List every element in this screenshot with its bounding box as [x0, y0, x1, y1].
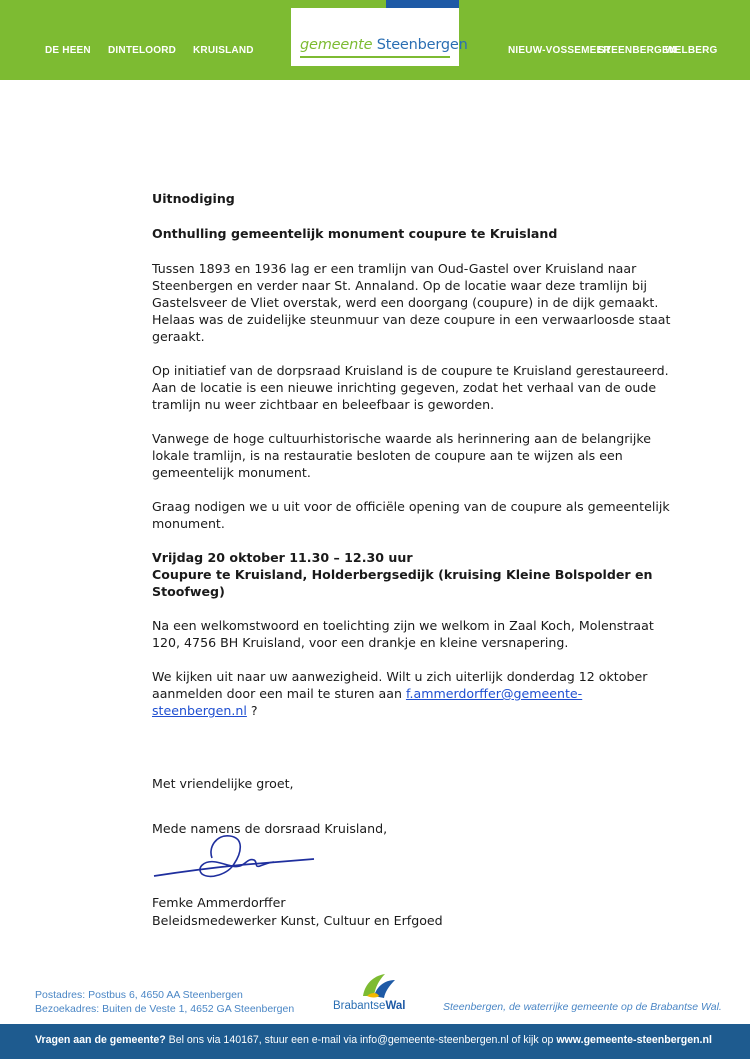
wal-word: Wal — [385, 1000, 406, 1012]
rsvp-email-link[interactable]: f.ammerdorffer@gemeente-steenbergen.nl — [152, 686, 583, 718]
rsvp-suffix: ? — [246, 703, 258, 718]
handwritten-signature — [150, 828, 320, 890]
brabantse-wal-wordmark — [333, 1000, 405, 1012]
postal-address: Postadres: Postbus 6, 4650 AA Steenbergen — [35, 989, 243, 1001]
paragraph-reception: Na een welkomstwoord en toelichting zijn we welkom in Zaal Koch, Molenstraat 120, 4756 BH Kruisland, voor een drankje en kleine versnapering. — [152, 618, 654, 650]
visit-address: Bezoekadres: Buiten de Veste 1, 4652 GA Steenbergen — [35, 1003, 295, 1015]
on-behalf-line: Mede namens de dorsraad Kruisland, — [152, 821, 388, 836]
village-welberg[interactable]: WELBERG — [665, 45, 718, 56]
letter-body — [152, 190, 672, 837]
paragraph-restoration: Op initiatief van de dorpsraad Kruisland is de coupure te Kruisland gerestaureerd. Aan de locatie is een nieuwe inrichting gegeven, zodat het verhaal van de oude tramlijn nu weer zichtbaar en beleefbaar is geworden. — [152, 363, 669, 412]
contact-bar — [0, 1024, 750, 1059]
footer-addresses — [35, 988, 294, 1016]
logo-stripe-blue — [386, 0, 459, 8]
signer-block — [152, 894, 443, 930]
signer-title: Beleidsmedewerker Kunst, Cultuur en Erfgoed — [152, 913, 443, 928]
village-dinteloord[interactable]: DINTELOORD — [108, 45, 177, 56]
logo-underline — [300, 56, 450, 58]
logo-prefix: gemeente — [300, 37, 373, 53]
website-link[interactable]: www.gemeente-steenbergen.nl — [556, 1034, 712, 1046]
greeting: Met vriendelijke groet, — [152, 776, 294, 791]
paragraph-monument: Vanwege de hoge cultuurhistorische waarde als herinnering aan de belangrijke lokale tramlijn, is na restauratie besloten de coupure aan te wijzen als een gemeentelijk monument. — [152, 431, 652, 480]
village-nieuw-vossemeer[interactable]: NIEUW-VOSSEMEER — [508, 45, 611, 56]
letter-heading: Uitnodiging — [152, 191, 235, 206]
logo-text — [300, 37, 468, 53]
village-steenbergen[interactable]: STEENBERGEN — [598, 45, 677, 56]
contact-question: Vragen aan de gemeente? — [35, 1034, 166, 1046]
village-kruisland[interactable]: KRUISLAND — [193, 45, 254, 56]
paragraph-history: Tussen 1893 en 1936 lag er een tramlijn van Oud-Gastel over Kruisland naar Steenbergen en verder naar St. Annaland. Op de locatie waar deze tramlijn bij Gastelsveer de Vliet overstak, werd een doorgang (coupure) in de dijk gemaakt. Helaas was de zuidelijke steunmuur van deze coupure in een verwaarloosde staat geraakt. — [152, 261, 671, 344]
municipality-logo[interactable] — [291, 0, 468, 66]
letter-subject: Onthulling gemeentelijk monument coupure te Kruisland — [152, 226, 558, 241]
paragraph-rsvp — [152, 668, 672, 719]
event-date: Vrijdag 20 oktober 11.30 – 12.30 uur — [152, 550, 413, 565]
footer-slogan: Steenbergen, de waterrijke gemeente op de Brabantse Wal. — [443, 1001, 722, 1013]
rsvp-text: We kijken uit naar uw aanwezigheid. Wilt u zich uiterlijk donderdag 12 oktober aanmelden door een mail te sturen aan — [152, 669, 648, 701]
village-de-heen[interactable]: DE HEEN — [45, 45, 91, 56]
signer-name: Femke Ammerdorffer — [152, 895, 286, 910]
header-bar — [0, 0, 750, 80]
contact-details: Bel ons via 140167, stuur een e-mail via info@gemeente-steenbergen.nl of kijk op — [165, 1034, 557, 1046]
brabantse-word: Brabantse — [333, 1000, 386, 1012]
paragraph-invitation: Graag nodigen we u uit voor de officiële opening van de coupure als gemeentelijk monument. — [152, 499, 670, 531]
contact-text — [35, 1034, 712, 1046]
event-location: Coupure te Kruisland, Holderbergsedijk (kruising Kleine Bolspolder en Stoofweg) — [152, 567, 653, 599]
logo-name: Steenbergen — [376, 37, 468, 53]
